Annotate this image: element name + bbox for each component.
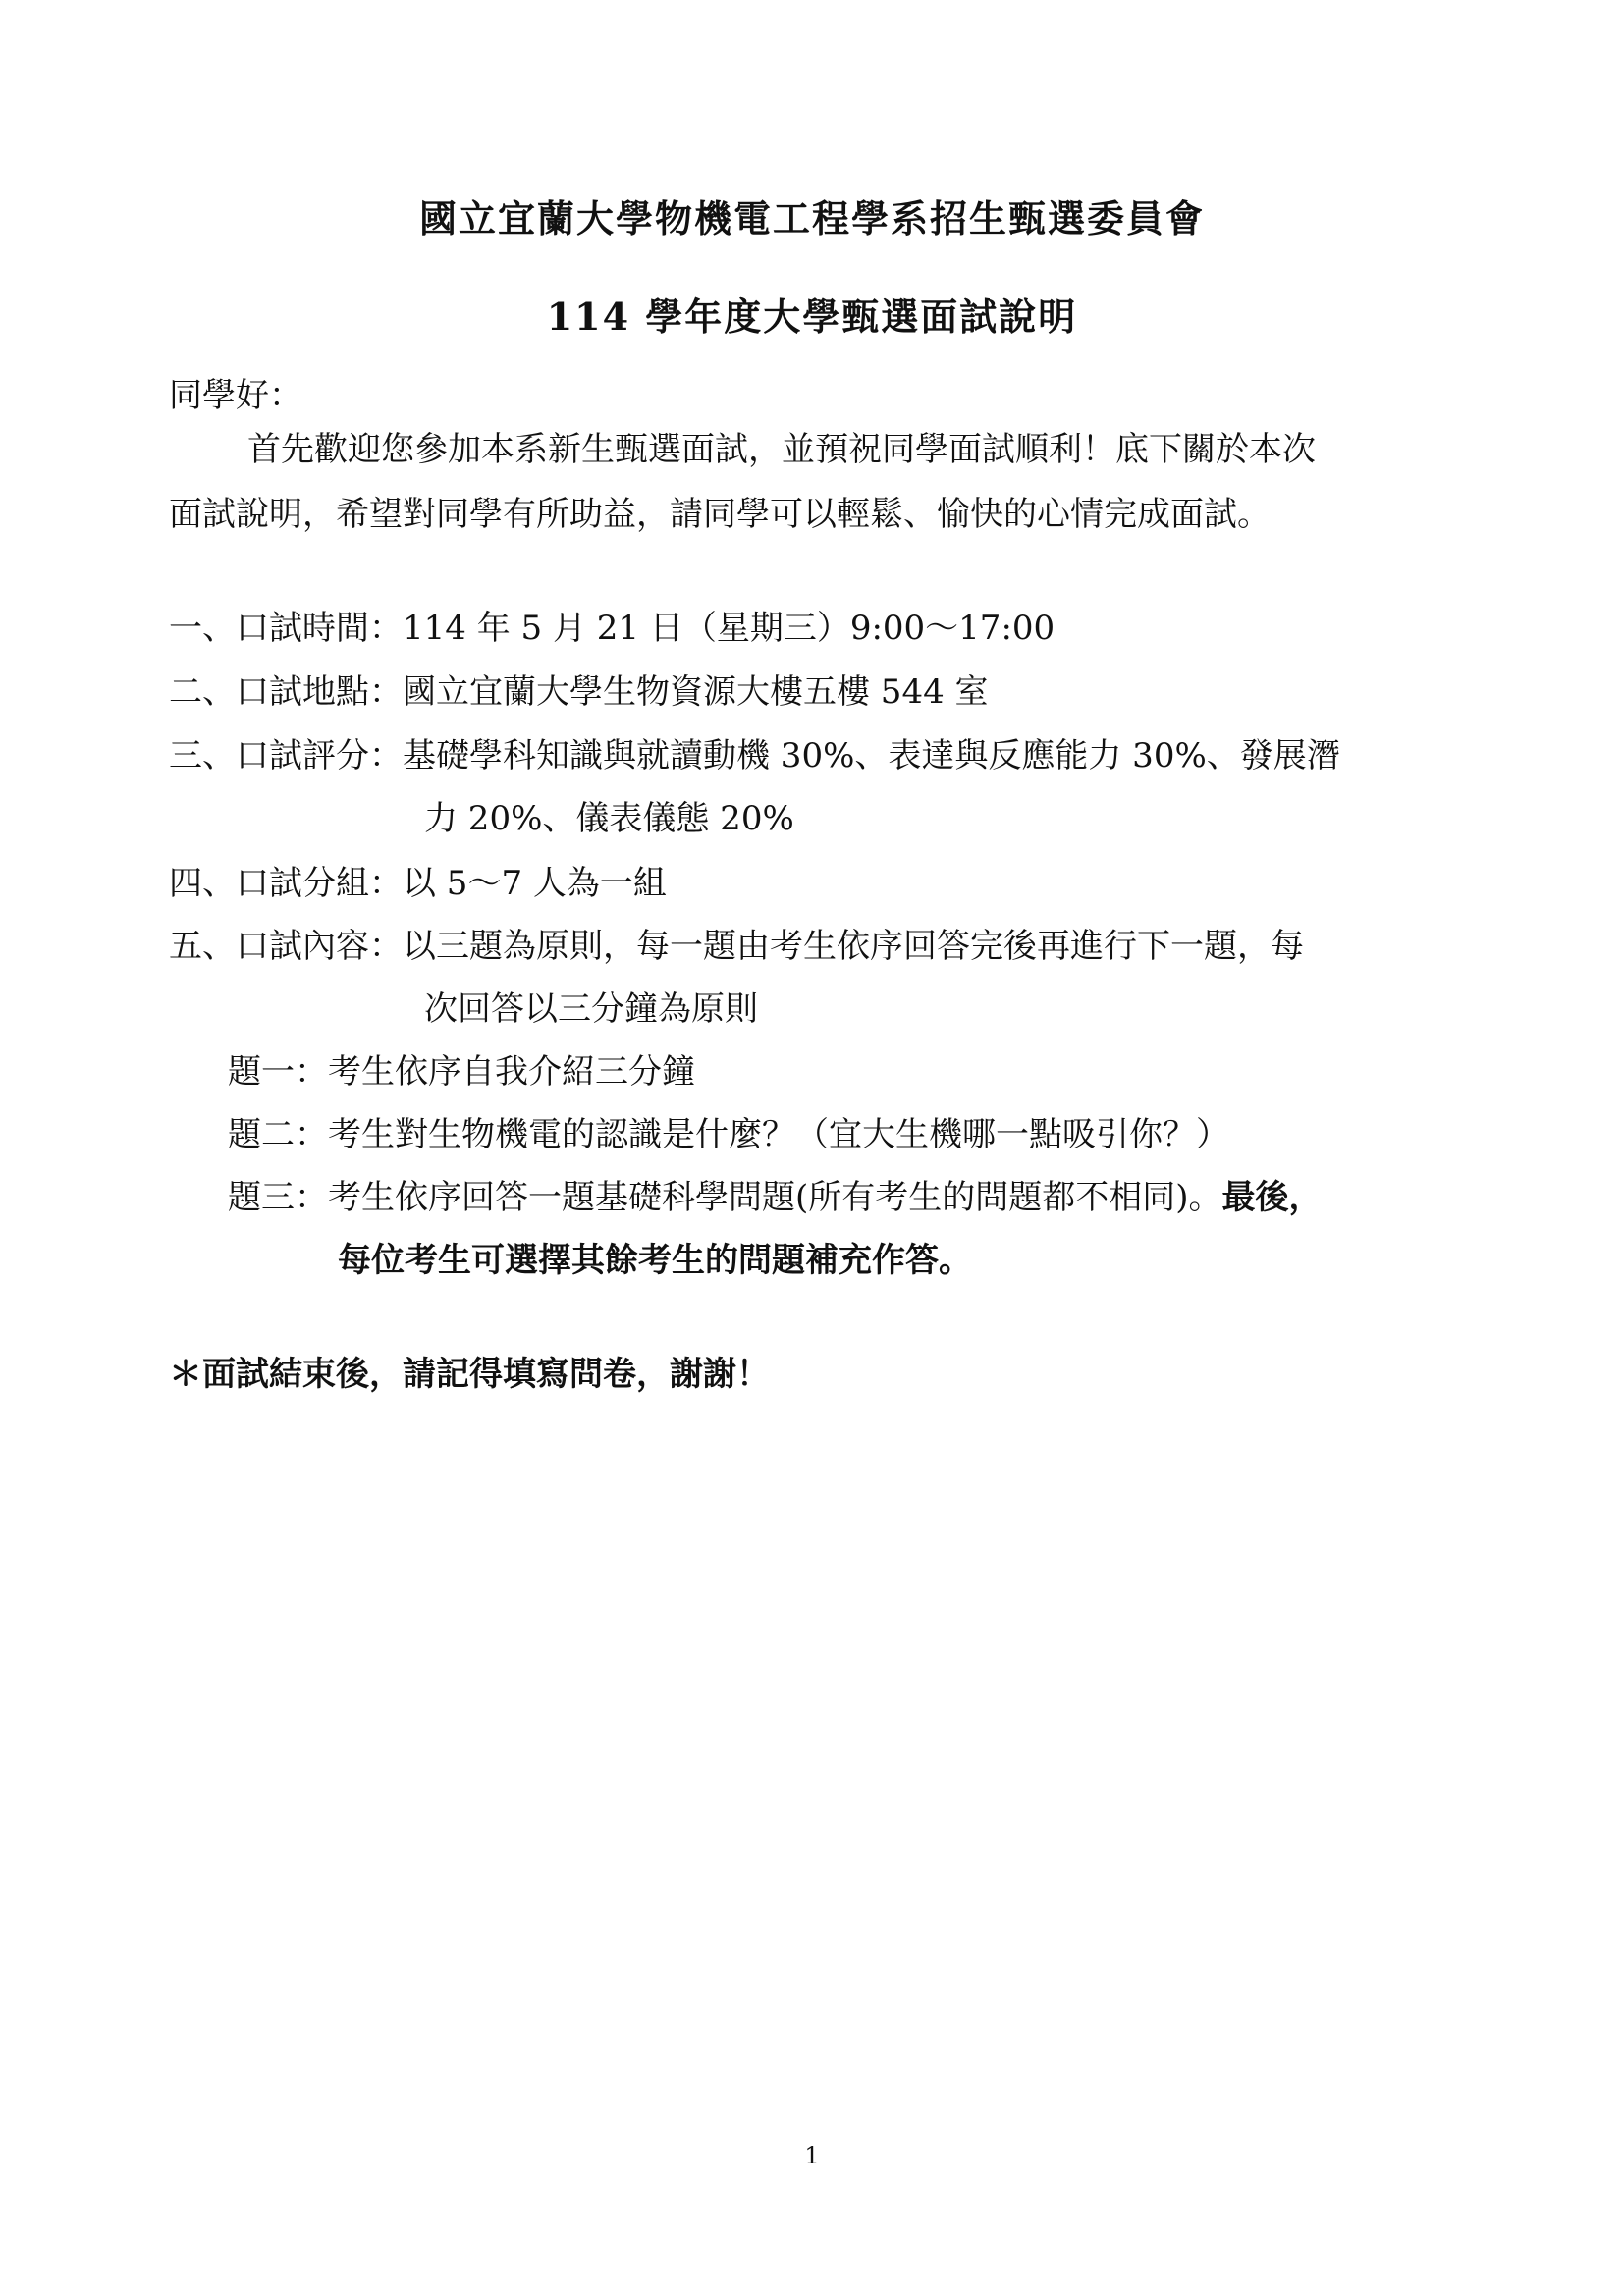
intro-paragraph xyxy=(169,417,1475,547)
item-text: 以 5～7 人為一組 xyxy=(403,864,667,903)
item-text: 114 年 5 月 21 日（星期三）9:00～17:00 xyxy=(403,609,1056,648)
item-text-continued: 次回答以三分鐘為原則 xyxy=(424,989,758,1029)
item-label: 二、口試地點： xyxy=(169,672,403,712)
greeting: 同學好： xyxy=(169,376,302,415)
item-interview-location xyxy=(169,661,989,723)
question-text: 考生對生物機電的認識是什麼？（宜大生機哪一點吸引你？） xyxy=(328,1115,1229,1154)
question-text: 考生依序回答一題基礎科學問題(所有考生的問題都不相同)。 xyxy=(328,1178,1222,1217)
question-text-continued: 每位考生可選擇其餘考生的問題補充作答。 xyxy=(338,1241,972,1280)
item-interview-scoring xyxy=(169,724,1340,850)
page-number: 1 xyxy=(804,2142,820,2169)
item-label: 四、口試分組： xyxy=(169,864,403,903)
item-interview-grouping xyxy=(169,852,667,915)
question-text: 考生依序自我介紹三分鐘 xyxy=(328,1052,695,1092)
question-3 xyxy=(228,1166,1323,1292)
item-text: 以三題為原則，每一題由考生依序回答完後再進行下一題，每 xyxy=(403,927,1304,966)
closing-note: ＊面試結束後，請記得填寫問卷，謝謝！ xyxy=(169,1355,770,1394)
question-label: 題一： xyxy=(228,1052,328,1092)
intro-line: 面試說明，希望對同學有所助益，請同學可以輕鬆、愉快的心情完成面試。 xyxy=(169,495,1271,534)
item-text: 基礎學科知識與就讀動機 30%、表達與反應能力 30%、發展潛 xyxy=(403,736,1340,775)
item-text: 國立宜蘭大學生物資源大樓五樓 544 室 xyxy=(403,672,989,712)
item-label: 五、口試內容： xyxy=(169,927,403,966)
question-text-bold: 最後， xyxy=(1221,1178,1323,1217)
item-interview-time xyxy=(169,597,1055,660)
item-label: 一、口試時間： xyxy=(169,609,403,648)
document-main-title: 114 學年度大學甄選面試說明 xyxy=(546,294,1078,339)
question-label: 題二： xyxy=(228,1115,328,1154)
intro-line: 首先歡迎您參加本系新生甄選面試，並預祝同學面試順利！底下關於本次 xyxy=(247,430,1316,469)
question-2 xyxy=(228,1103,1229,1166)
item-text-continued: 力 20%、儀表儀態 20% xyxy=(424,799,794,838)
question-label: 題三： xyxy=(228,1178,328,1217)
item-label: 三、口試評分： xyxy=(169,736,403,775)
question-1 xyxy=(228,1041,695,1103)
item-interview-content xyxy=(169,915,1304,1041)
document-organization-title: 國立宜蘭大學物機電工程學系招生甄選委員會 xyxy=(418,196,1205,240)
